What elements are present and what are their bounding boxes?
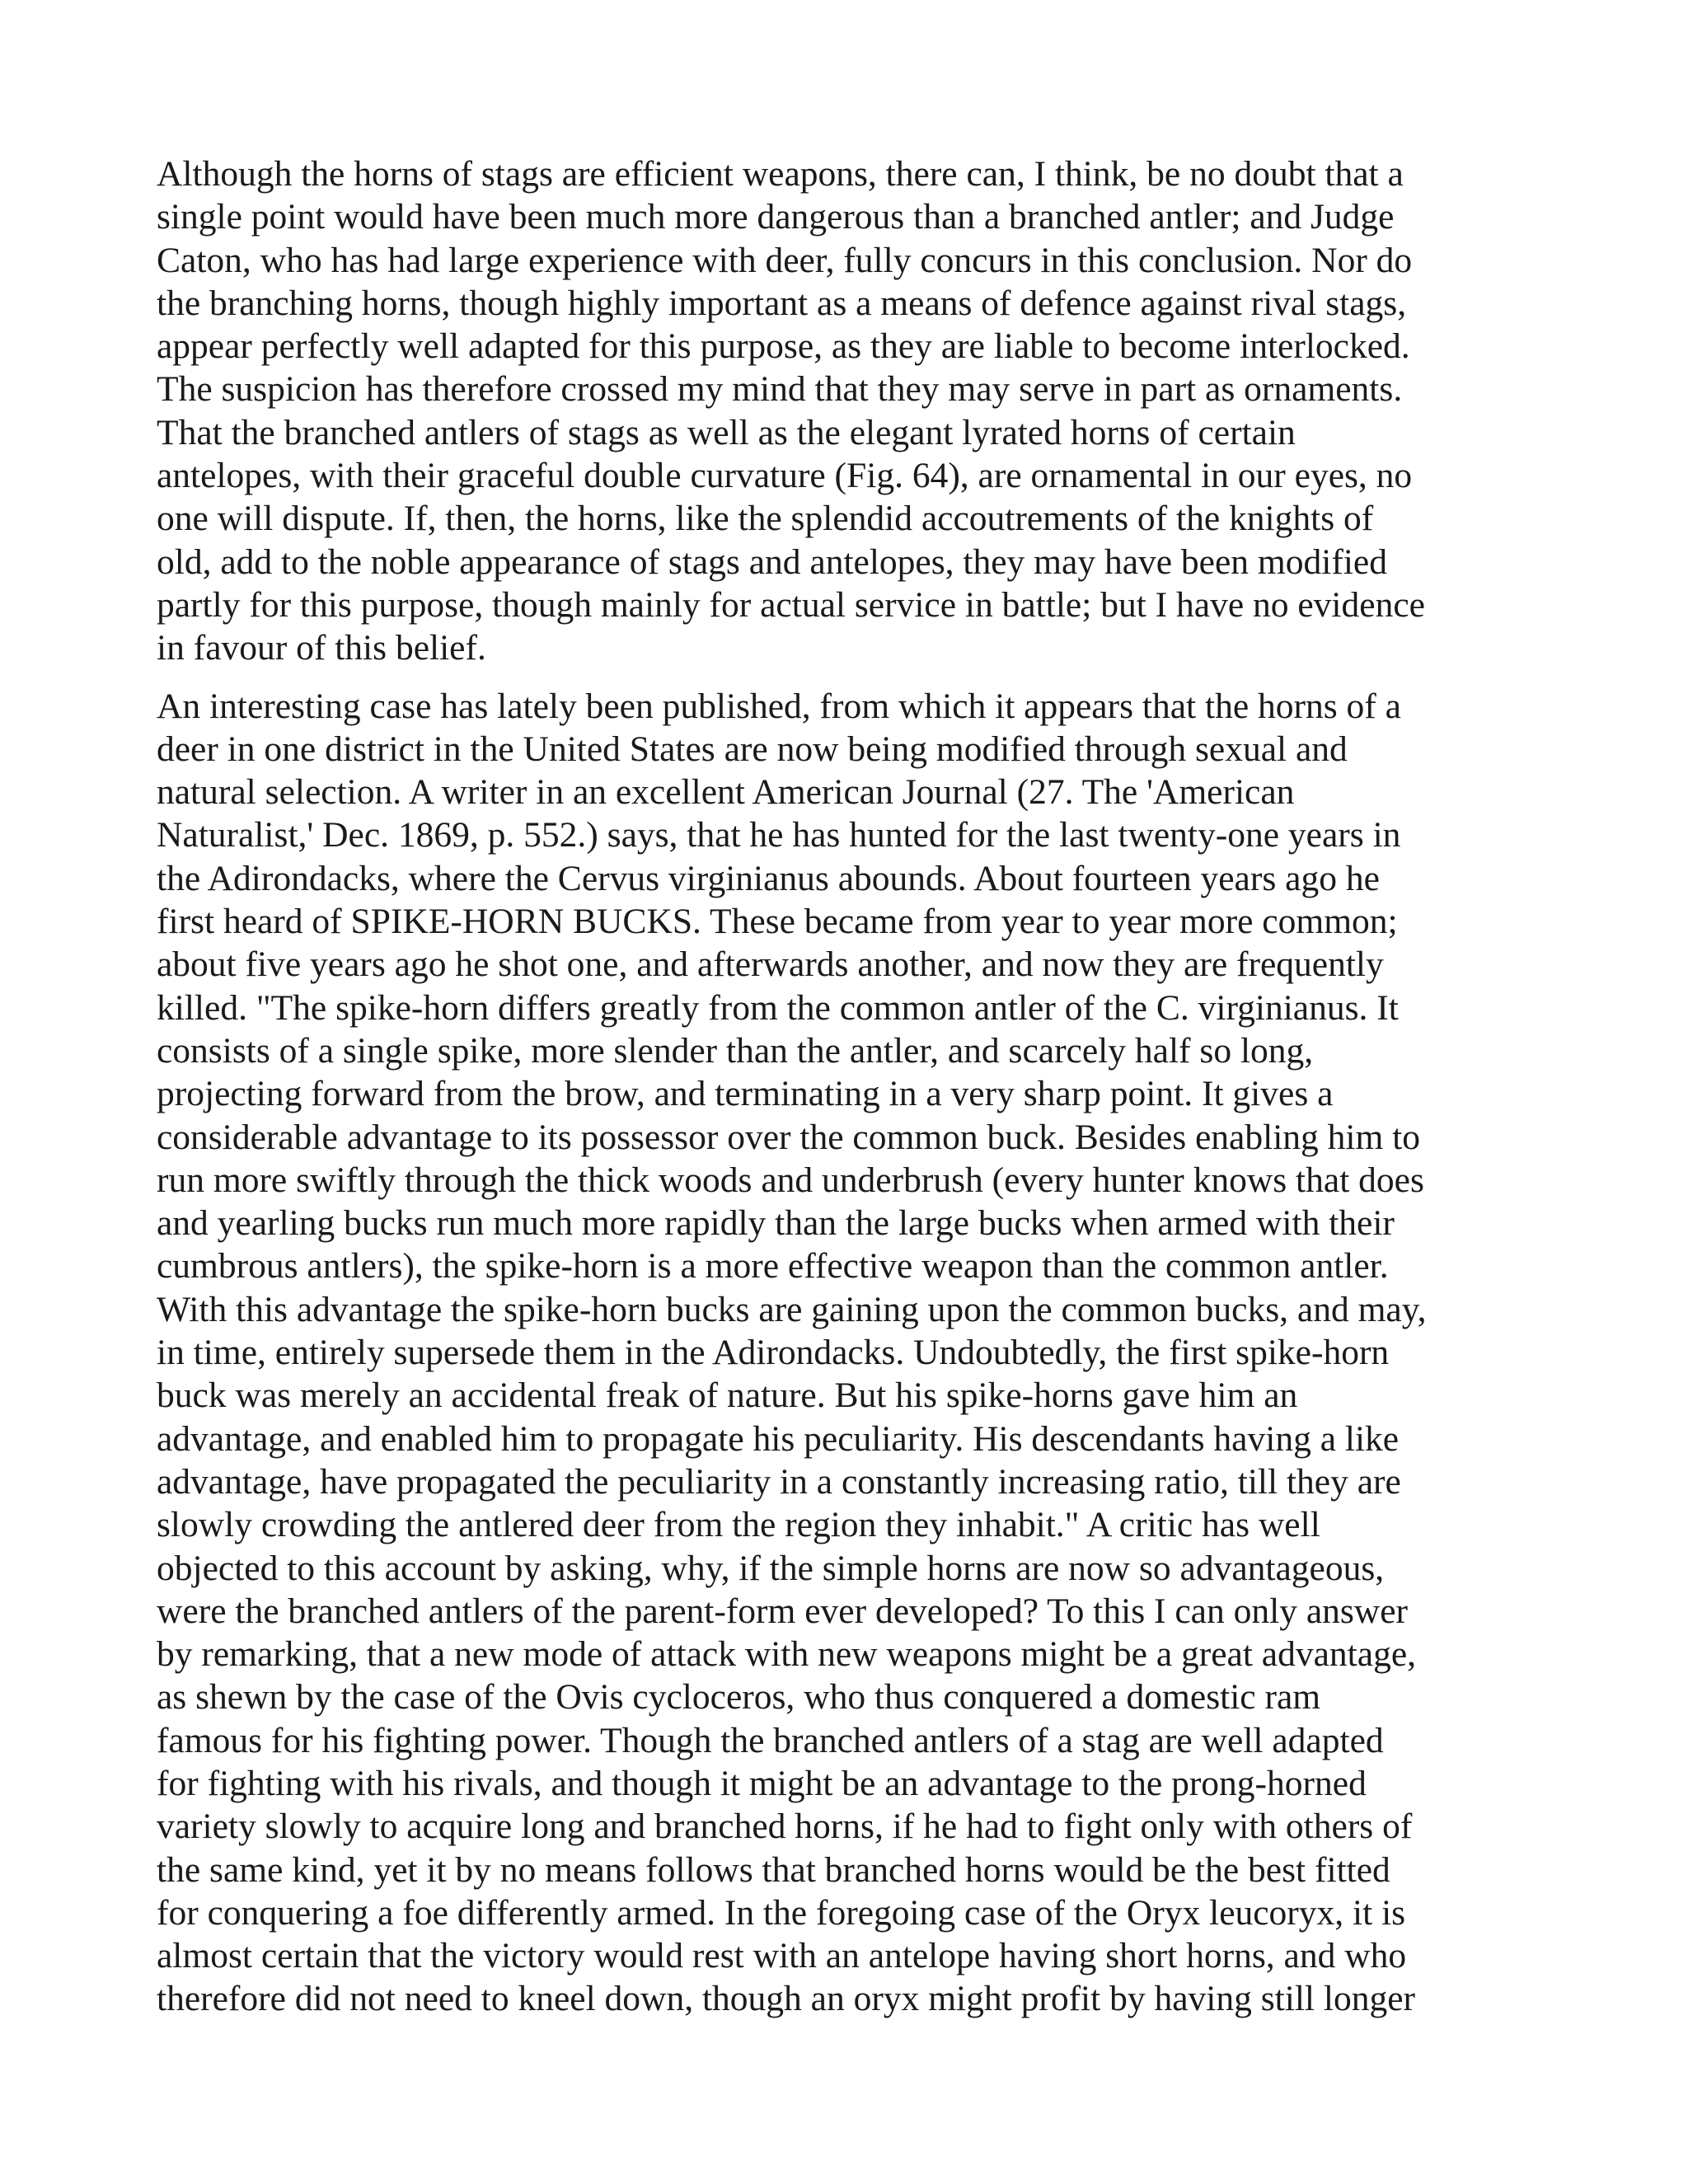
text-line: Naturalist,' Dec. 1869, p. 552.) says, that he has hunted for the last twenty-one years in xyxy=(157,815,1401,855)
text-line: run more swiftly through the thick woods and underbrush (every hunter knows that does xyxy=(157,1160,1424,1200)
text-line: in favour of this belief. xyxy=(157,628,486,668)
text-line: objected to this account by asking, why, if the simple horns are now so advantageous, xyxy=(157,1548,1385,1588)
text-line: deer in one district in the United States are now being modified through sexual and xyxy=(157,729,1348,769)
text-line: the branching horns, though highly important as a means of defence against rival stags, xyxy=(157,283,1407,323)
text-line: by remarking, that a new mode of attack with new weapons might be a great advantage, xyxy=(157,1634,1417,1675)
text-line: cumbrous antlers), the spike-horn is a more effective weapon than the common antler. xyxy=(157,1246,1389,1286)
text-line: natural selection. A writer in an excellent American Journal (27. The 'American xyxy=(157,772,1295,813)
text-line: were the branched antlers of the parent-form ever developed? To this I can only answer xyxy=(157,1591,1409,1631)
text-line: in time, entirely supersede them in the Adirondacks. Undoubtedly, the first spike-horn xyxy=(157,1333,1390,1373)
text-line: and yearling bucks run much more rapidly than the large bucks when armed with their xyxy=(157,1203,1395,1244)
text-line: as shewn by the case of the Ovis cycloceros, who thus conquered a domestic ram xyxy=(157,1677,1321,1718)
text-line: for conquering a foe differently armed. In the foregoing case of the Oryx leucoryx, it is xyxy=(157,1892,1406,1933)
text-line: The suspicion has therefore crossed my mind that they may serve in part as ornaments. xyxy=(157,369,1403,410)
text-line: Caton, who has had large experience with deer, fully concurs in this conclusion. Nor do xyxy=(157,240,1413,280)
text-line: advantage, and enabled him to propagate his peculiarity. His descendants having a like xyxy=(157,1418,1400,1459)
text-line: antelopes, with their graceful double curvature (Fig. 64), are ornamental in our eyes, no xyxy=(157,456,1413,496)
text-line: one will dispute. If, then, the horns, like the splendid accoutrements of the knights of xyxy=(157,499,1374,539)
paragraph-stag-horns-ornaments xyxy=(157,152,1533,670)
text-line: almost certain that the victory would rest with an antelope having short horns, and who xyxy=(157,1936,1407,1976)
text-line: An interesting case has lately been published, from which it appears that the horns of a xyxy=(157,686,1401,726)
text-line: appear perfectly well adapted for this purpose, as they are liable to become interlocked. xyxy=(157,326,1410,367)
paragraph-spike-horn-bucks xyxy=(157,685,1533,2021)
text-line: therefore did not need to kneel down, though an oryx might profit by having still longer xyxy=(157,1979,1416,2019)
text-line: slowly crowding the antlered deer from the region they inhabit." A critic has well xyxy=(157,1505,1320,1545)
text-line: old, add to the noble appearance of stags and antelopes, they may have been modified xyxy=(157,541,1387,582)
text-line: variety slowly to acquire long and branched horns, if he had to fight only with others of xyxy=(157,1807,1413,1847)
text-line: about five years ago he shot one, and afterwards another, and now they are frequently xyxy=(157,944,1384,985)
text-line: buck was merely an accidental freak of nature. But his spike-horns gave him an xyxy=(157,1376,1298,1416)
document-page xyxy=(157,152,1533,2036)
text-line: single point would have been much more dangerous than a branched antler; and Judge xyxy=(157,197,1395,237)
text-line: the Adirondacks, where the Cervus virginianus abounds. About fourteen years ago he xyxy=(157,858,1380,898)
text-line: famous for his fighting power. Though the branched antlers of a stag are well adapted xyxy=(157,1720,1384,1760)
text-line: killed. "The spike-horn differs greatly from the common antler of the C. virginianus. It xyxy=(157,987,1399,1028)
text-line: That the branched antlers of stags as well as the elegant lyrated horns of certain xyxy=(157,412,1296,452)
text-line: for fighting with his rivals, and though it might be an advantage to the prong-horned xyxy=(157,1763,1367,1803)
text-line: the same kind, yet it by no means follows that branched horns would be the best fitted xyxy=(157,1849,1390,1890)
text-line: first heard of SPIKE-HORN BUCKS. These became from year to year more common; xyxy=(157,902,1398,942)
text-line: projecting forward from the brow, and terminating in a very sharp point. It gives a xyxy=(157,1074,1334,1114)
text-line: advantage, have propagated the peculiarity in a constantly increasing ratio, till they are xyxy=(157,1461,1401,1502)
text-line: consists of a single spike, more slender than the antler, and scarcely half so long, xyxy=(157,1030,1314,1071)
text-line: With this advantage the spike-horn bucks are gaining upon the common bucks, and may, xyxy=(157,1289,1427,1329)
text-line: considerable advantage to its possessor over the common buck. Besides enabling him to xyxy=(157,1117,1421,1157)
text-line: partly for this purpose, though mainly for actual service in battle; but I have no evidence xyxy=(157,584,1425,625)
text-line: Although the horns of stags are efficient weapons, there can, I think, be no doubt that a xyxy=(157,154,1404,194)
